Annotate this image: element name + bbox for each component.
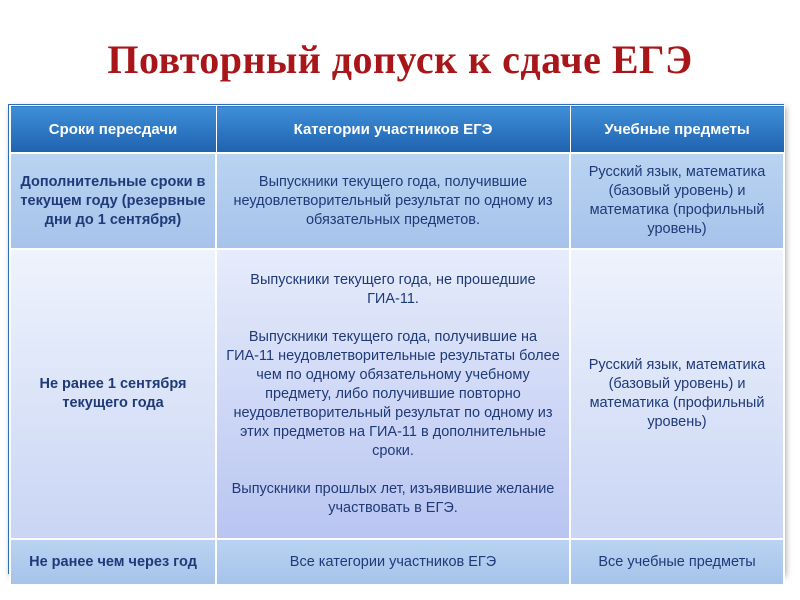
table-row bbox=[10, 153, 784, 249]
categories-cell bbox=[216, 539, 570, 585]
term-cell: Дополнительные сроки в текущем году (резервные дни до 1 сентября) bbox=[10, 153, 216, 249]
retake-table-grid bbox=[9, 105, 785, 586]
retake-table bbox=[8, 104, 784, 574]
category-text: Выпускники текущего года, получившие неудовлетворительный результат по одному из обязательных предметов. bbox=[233, 173, 553, 228]
term-cell: Не ранее чем через год bbox=[10, 539, 216, 585]
subjects-cell: Русский язык, математика (базовый уровень) и математика (профильный уровень) bbox=[570, 249, 784, 539]
category-text: Все категории участников ЕГЭ bbox=[289, 553, 497, 570]
header-terms: Сроки пересдачи bbox=[10, 106, 216, 154]
page-title: Повторный допуск к сдаче ЕГЭ bbox=[107, 37, 693, 82]
header-subjects: Учебные предметы bbox=[570, 106, 784, 154]
table-header-row bbox=[10, 106, 784, 154]
term-cell: Не ранее 1 сентября текущего года bbox=[10, 249, 216, 539]
subjects-cell: Русский язык, математика (базовый уровень) и математика (профильный уровень) bbox=[570, 153, 784, 249]
category-text: Выпускники текущего года, не прошедшие ГИА-11. bbox=[250, 271, 536, 307]
table-row bbox=[10, 539, 784, 585]
table-row bbox=[10, 249, 784, 539]
header-categories: Категории участников ЕГЭ bbox=[216, 106, 570, 154]
category-text: Выпускники прошлых лет, изъявившие желание участвовать в ЕГЭ. bbox=[231, 480, 555, 516]
category-text: Выпускники текущего года, получившие на ГИА-11 неудовлетворительные результаты более чем по одному обязательному учебному предмету, либо получившие повторно неудовлетворительный результат по одному из этих предметов на ГИА-11 в дополнительные сроки. bbox=[226, 328, 560, 459]
categories-cell bbox=[216, 249, 570, 539]
subjects-cell: Все учебные предметы bbox=[570, 539, 784, 585]
categories-cell bbox=[216, 153, 570, 249]
